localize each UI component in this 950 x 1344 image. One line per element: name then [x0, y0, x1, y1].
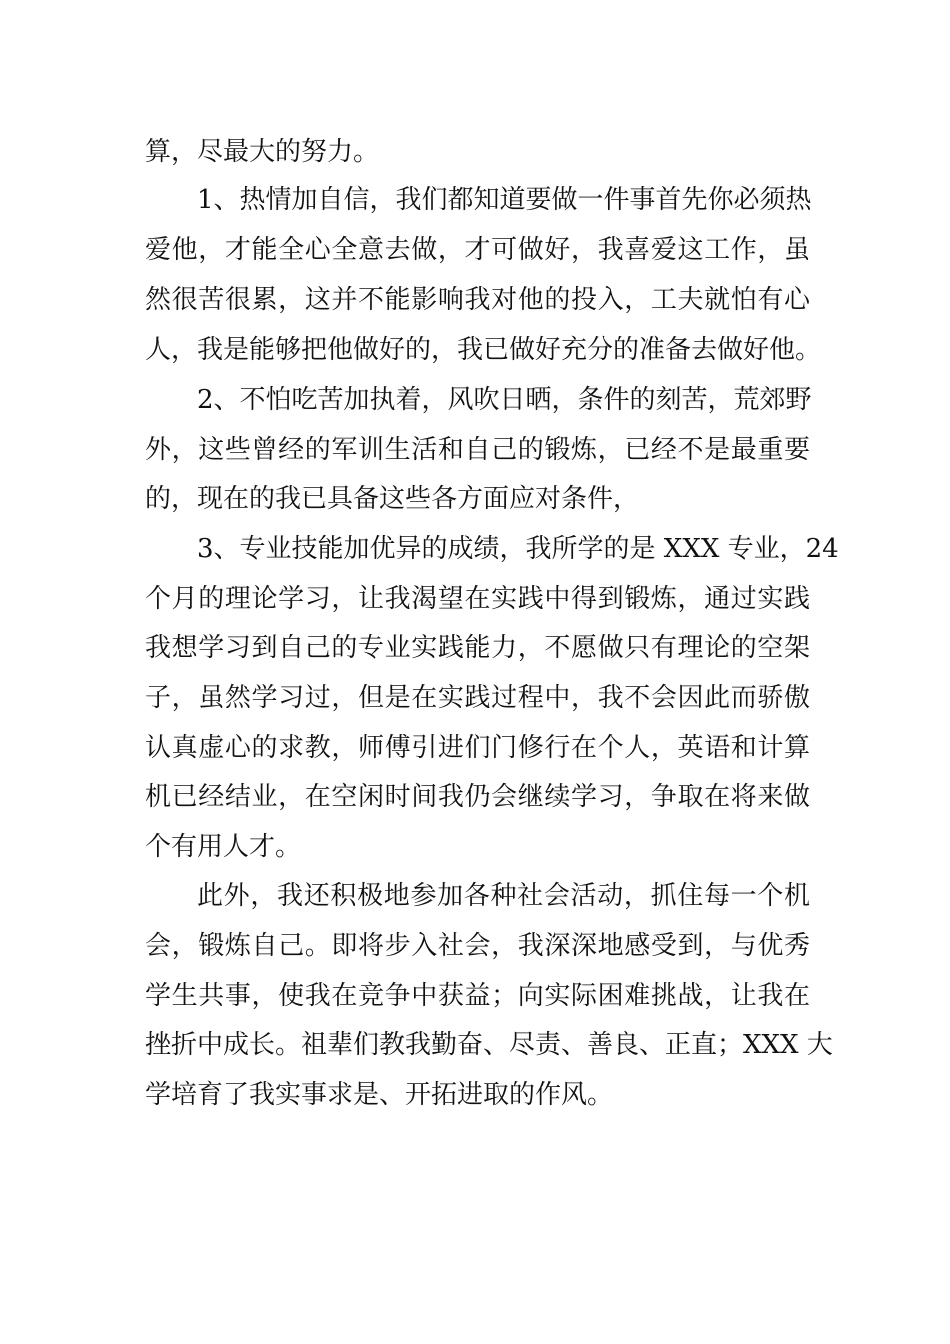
text-line: 认真虚心的求教，师傅引进们门修行在个人，英语和计算 [145, 733, 810, 763]
text-line: 学培育了我实事求是、开拓进取的作风。 [145, 1080, 614, 1110]
text-line: 然很苦很累，这并不能影响我对他的投入，工夫就怕有心 [145, 285, 810, 315]
text-line: 此外，我还积极地参加各种社会活动，抓住每一个机 [197, 881, 810, 911]
text-line: 机已经结业，在空闲时间我仍会继续学习，争取在将来做 [145, 782, 810, 812]
text-line: 子，虽然学习过，但是在实践过程中，我不会因此而骄傲 [145, 683, 810, 713]
text-line: 2、不怕吃苦加执着，风吹日晒，条件的刻苦，荒郊野 [197, 385, 812, 415]
text-line: 会，锻炼自己。即将步入社会，我深深地感受到，与优秀 [145, 931, 810, 961]
text-line: 外，这些曾经的军训生活和自己的锻炼，已经不是最重要 [145, 435, 810, 465]
text-line: 的，现在的我已具备这些各方面应对条件， [145, 484, 640, 514]
text-line: 挫折中成长。祖辈们教我勤奋、尽责、善良、正直；XXX 大 [145, 1030, 833, 1060]
text-line: 3、专业技能加优异的成绩，我所学的是 XXX 专业，24 [197, 534, 839, 564]
text-line: 爱他，才能全心全意去做，才可做好，我喜爱这工作，虽 [145, 235, 810, 265]
text-line: 学生共事，使我在竞争中获益；向实际困难挑战，让我在 [145, 981, 810, 1011]
text-line: 个月的理论学习，让我渴望在实践中得到锻炼，通过实践 [145, 584, 810, 614]
text-line: 个有用人才。 [145, 832, 302, 862]
text-line: 我想学习到自己的专业实践能力，不愿做只有理论的空架 [145, 633, 810, 663]
text-line: 算，尽最大的努力。 [145, 137, 380, 167]
text-line: 人，我是能够把他做好的，我已做好充分的准备去做好他。 [145, 335, 822, 365]
text-line: 1、热情加自信，我们都知道要做一件事首先你必须热 [197, 185, 812, 215]
